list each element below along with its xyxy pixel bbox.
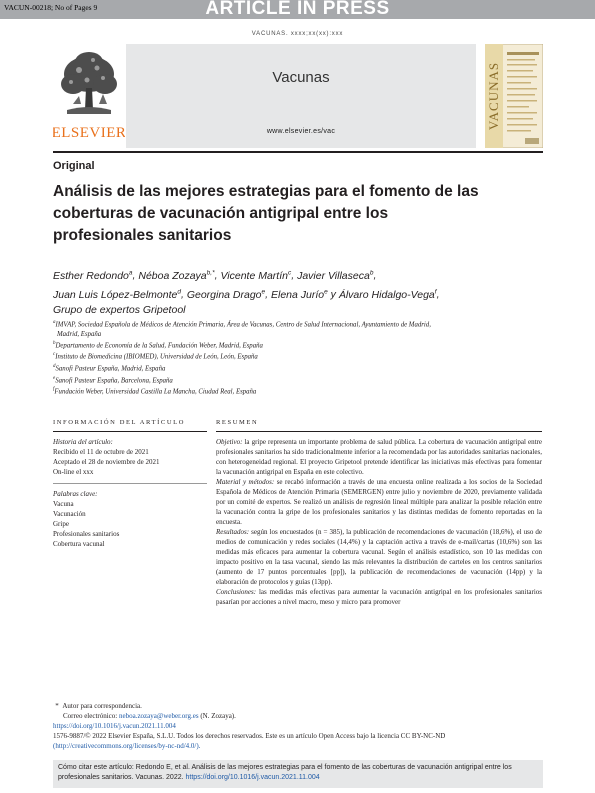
abstract-conclusions: Conclusiones: las medidas más efectivas para aumentar la vacunación antigripal en los profesionales sanitarios pasarían por acciones a nivel macro, meso y micro para promover bbox=[216, 588, 542, 606]
article-reference: VACUN-00218; No of Pages 9 bbox=[4, 3, 98, 12]
keyword: Vacuna bbox=[53, 500, 74, 508]
author-list: Esther Redondo$^a$, Néboa Zozaya$^{b,*}$, Vicente Martín$^c$, Javier Villaseca$^b$, Juan Luis López-Belmonte$^d$, Georgina Drago$^e$, Elena Jurío$^e$ y Álvaro Hidalgo-Vega$^f$, Grupo de expertos Gripetool bbox=[53, 269, 440, 316]
affiliation-a: $^a$IMVAP, Sociedad Española de Médicos de Atención Primaria, Área de Vacunas, Centro de Salud Internacional, Ayuntamiento de Madrid, bbox=[53, 320, 431, 329]
author-8[interactable]: Álvaro Hidalgo-Vega$^f$ bbox=[338, 288, 437, 301]
keyword: Cobertura vacunal bbox=[53, 540, 105, 548]
keywords-label: Palabras clave: bbox=[53, 490, 98, 498]
how-to-cite-text: Cómo citar este artículo: Redondo E, et al. Análisis de las mejores estrategias para el fomento de las coberturas de vacunación antigripal entre los profesionales sanitarios. Vacunas. 2022. https://doi.org/10.1016/j.vacun.2021.11.004 bbox=[58, 764, 512, 781]
author-3[interactable]: Vicente Martín$^c$ bbox=[220, 269, 292, 282]
footnotes bbox=[53, 701, 548, 751]
keywords-rule bbox=[53, 483, 207, 484]
affiliation-d: $^d$Sanofi Pasteur España, Madrid, España bbox=[53, 363, 166, 373]
author-1[interactable]: Esther Redondo$^a$ bbox=[53, 269, 133, 282]
author-group[interactable]: Grupo de expertos Gripetool bbox=[53, 304, 186, 316]
affiliation-c: $^c$Instituto de Biomedicina (IBIOMED), Universidad de León, León, España bbox=[53, 352, 258, 361]
article-info-heading: INFORMACIÓN DEL ARTÍCULO bbox=[53, 419, 186, 426]
affiliation-e: $^e$Sanofi Pasteur España, Barcelona, España bbox=[53, 375, 173, 384]
abstract-heading: RESUMEN bbox=[216, 419, 259, 426]
author-4[interactable]: Javier Villaseca$^b$ bbox=[297, 269, 374, 282]
license-link[interactable]: (http://creativecommons.org/licenses/by-nc-nd/4.0/). bbox=[53, 742, 201, 750]
keyword: Gripe bbox=[53, 520, 69, 528]
abstract-methods: Material y métodos: se recabó información a través de una encuesta online realizada a los socios de la Sociedad Española de Médicos de Atención Primaria (SEMERGEN) entre julio y noviembre de 2020, previamente validada por un comité de expertos. Se realizó un análisis de regresión lineal múltiple para analizar la posible relación entre la vacunación contra la gripe de los profesionales sanitarios y las distintas medidas de fomento reportadas en la encuesta. bbox=[216, 478, 542, 526]
author-6[interactable]: Georgina Drago$^e$ bbox=[186, 288, 266, 301]
abstract-rule bbox=[216, 431, 542, 432]
journal-citation-header: VACUNAS. xxxx;xx(xx):xxx bbox=[251, 31, 344, 37]
article-section: Original bbox=[53, 160, 95, 172]
copyright-note: 1576-9887/© 2022 Elsevier España, S.L.U. Todos los derechos reservados. Este es un artículo Open Access bajo la licencia CC BY-NC-ND bbox=[53, 732, 446, 740]
affiliation-f: $^f$Fundación Weber, Universidad Castilla La Mancha, Ciudad Real, España bbox=[53, 387, 257, 396]
article-in-press-banner bbox=[0, 0, 595, 19]
author-5[interactable]: Juan Luis López-Belmonte$^d$ bbox=[53, 288, 181, 301]
abstract-body bbox=[216, 437, 542, 607]
corresponding-author-note: * Autor para correspondencia. bbox=[55, 702, 142, 710]
author-2[interactable]: Néboa Zozaya$^{b,*}$ bbox=[138, 269, 215, 282]
keyword: Profesionales sanitarios bbox=[53, 530, 120, 538]
keywords bbox=[53, 489, 207, 549]
accepted-date: Aceptado el 28 de noviembre de 2021 bbox=[53, 458, 160, 466]
received-date: Recibido el 11 de octubre de 2021 bbox=[53, 448, 149, 456]
author-7[interactable]: Elena Jurío$^e$ bbox=[271, 288, 328, 301]
affiliation-b: $^b$Departamento de Economía de la Salud, Fundación Weber, Madrid, España bbox=[53, 340, 263, 350]
cover-vertical-title: VACUNAS bbox=[486, 61, 501, 131]
abstract-objective: Objetivo: la gripe representa un importante problema de salud pública. La cobertura de vacunación antigripal entre profesionales sanitarios ha sido tradicionalmente inferior a la recomendada por las autoridades sanitarias nacionales, con heterogeneidad regional. El proyecto Gripetool pretende identificar las iniciativas más efectivas para fomentar la vacunación antigripal en España en este colectivo. bbox=[216, 438, 542, 476]
journal-title: Vacunas bbox=[272, 69, 330, 86]
elsevier-logo bbox=[53, 44, 125, 148]
article-status: ARTICLE IN PRESS bbox=[205, 0, 390, 19]
publisher-logo-text: ELSEVIER bbox=[53, 125, 125, 141]
header-rule bbox=[53, 151, 543, 153]
doi-link[interactable]: https://doi.org/10.1016/j.vacun.2021.11.004 bbox=[53, 722, 176, 730]
cite-doi-link[interactable]: https://doi.org/10.1016/j.vacun.2021.11.004 bbox=[185, 774, 320, 781]
journal-cover bbox=[485, 44, 543, 148]
article-title: Análisis de las mejores estrategias para el fomento de las coberturas de vacunación antigripal entre los profesionales sanitarios bbox=[53, 183, 479, 244]
abstract-results: Resultados: según los encuestados (n = 385), la publicación de recomendaciones de vacunación (18,6%), el uso de medios de comunicación y redes sociales (14,4%) y la captación activa a través de e-mail/cartas (10,6%) son las medidas más eficaces para aumentar la cobertura vacunal. Según el análisis estadístico, son 10 las medidas con impacto positivo en la tasa vacunal, siendo las más relevantes la distribución de carteles en los centros sanitarios (aumento de 17 puntos porcentuales [pp]), la publicación de recomendaciones de vacunación (14pp) y la elaboración de protocolos y guías (13pp). bbox=[216, 528, 542, 586]
affiliations bbox=[53, 318, 548, 397]
history-label: Historia del artículo: bbox=[53, 438, 113, 446]
article-info-rule bbox=[53, 431, 207, 432]
article-history bbox=[53, 437, 207, 477]
journal-url[interactable]: www.elsevier.es/vac bbox=[266, 128, 336, 135]
author-email-link[interactable]: neboa.zozaya@weber.org.es bbox=[118, 712, 199, 720]
email-note: Correo electrónico: neboa.zozaya@weber.org.es (N. Zozaya). bbox=[63, 712, 236, 720]
affiliation-a-continued: Madrid, España bbox=[57, 330, 102, 338]
online-date: On-line el xxx bbox=[53, 468, 94, 476]
keyword: Vacunación bbox=[53, 510, 86, 518]
